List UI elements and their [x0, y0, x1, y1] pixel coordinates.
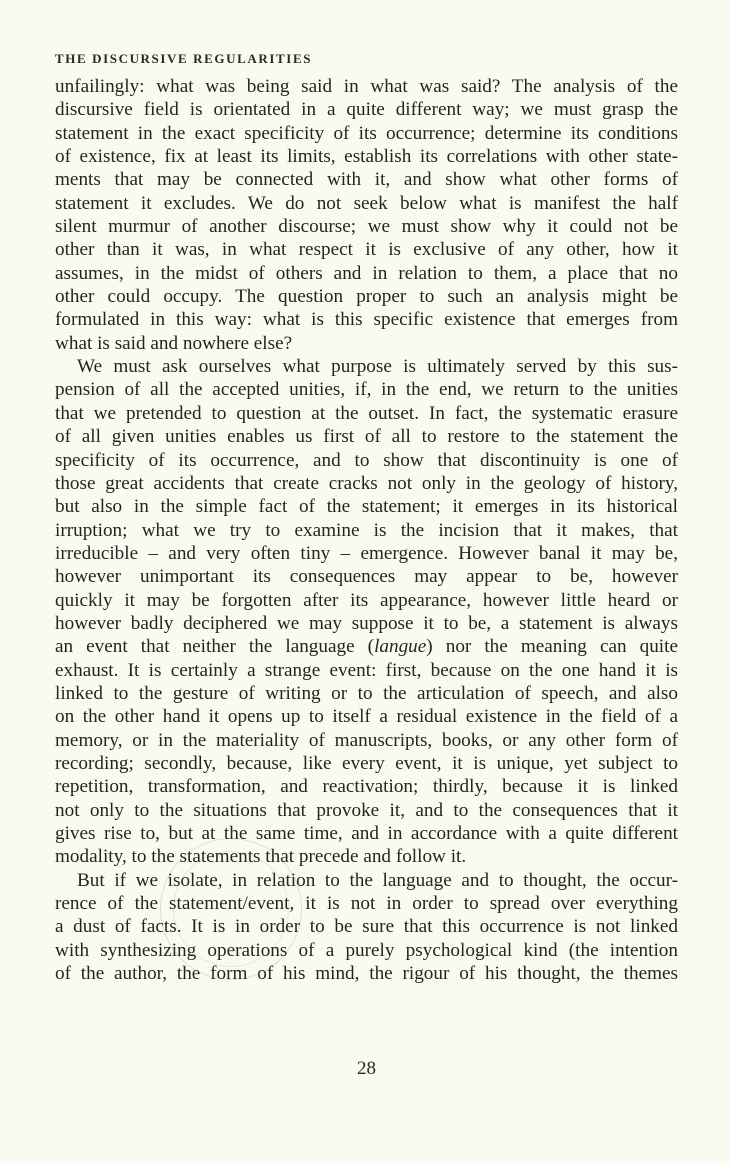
text-line: pension of all the accepted unities, if, in the end, we return to the unities — [55, 379, 678, 401]
text-line: quickly it may be forgotten after its appearance, however little heard or — [55, 589, 678, 611]
text-line: irruption; what we try to examine is the incision that it makes, that — [55, 519, 678, 541]
running-head: THE DISCURSIVE REGULARITIES — [55, 51, 313, 66]
text-line: on the other hand it opens up to itself a residual existence in the field of a — [55, 706, 678, 728]
text-line: with synthesizing operations of a purely psychological kind (the intention — [55, 939, 678, 961]
text-line: formulated in this way: what is this specific existence that emerges from — [55, 309, 678, 331]
text-line: a dust of facts. It is in order to be sure that this occurrence is not linked — [55, 916, 678, 938]
text-line: We must ask ourselves what purpose is ultimately served by this sus- — [77, 356, 678, 378]
text-line: however unimportant its consequences may appear to be, however — [55, 566, 678, 588]
text-line: rence of the statement/event, it is not in order to spread over everything — [55, 893, 678, 915]
text-line: modality, to the statements that precede and follow it. — [55, 846, 467, 868]
text-line: of all given unities enables us first of all to restore to the statement the — [55, 426, 678, 448]
text-line: other than it was, in what respect it is exclusive of any other, how it — [55, 239, 678, 261]
text-line: specificity of its occurrence, and to show that discontinuity is one of — [55, 449, 678, 471]
page-number: 28 — [357, 1058, 376, 1079]
text-line: but also in the simple fact of the statement; it emerges in its historical — [55, 496, 678, 518]
text-line: But if we isolate, in relation to the language and to thought, the occur- — [77, 869, 678, 891]
text-line: recording; secondly, because, like every event, it is unique, yet subject to — [55, 752, 678, 774]
text-line: ments that may be connected with it, and show what other forms of — [55, 169, 678, 191]
text-line: irreducible – and very often tiny – emergence. However banal it may be, — [55, 542, 678, 564]
text-line: those great accidents that create cracks not only in the geology of history, — [55, 472, 678, 494]
body-text — [55, 75, 678, 985]
text-line: what is said and nowhere else? — [55, 332, 293, 354]
text-line: repetition, transformation, and reactivation; thirdly, because it is linked — [55, 776, 678, 798]
text-line: other could occupy. The question proper to such an analysis might be — [55, 286, 678, 308]
text-line: that we pretended to question at the outset. In fact, the systematic erasure — [55, 402, 678, 424]
text-line: of the author, the form of his mind, the rigour of his thought, the themes — [55, 963, 678, 985]
text-line: silent murmur of another discourse; we must show why it could not be — [55, 216, 678, 238]
text-line: statement in the exact specificity of its occurrence; determine its conditions — [55, 122, 678, 144]
text-segment: an event that neither the language ( — [55, 636, 375, 658]
text-line: assumes, in the midst of others and in relation to them, a place that no — [55, 262, 678, 284]
italic-term: langue — [374, 636, 427, 658]
text-line: of existence, fix at least its limits, establish its correlations with other state- — [55, 146, 678, 168]
text-line: memory, or in the materiality of manuscripts, books, or any other form of — [55, 729, 678, 751]
text-line: gives rise to, but at the same time, and in accordance with a quite different — [55, 823, 678, 844]
text-line: exhaust. It is certainly a strange event: first, because on the one hand it is — [55, 659, 678, 681]
text-line: however badly deciphered we may suppose it to be, a statement is always — [55, 612, 678, 634]
text-line: not only to the situations that provoke it, and to the consequences that it — [55, 799, 678, 821]
text-line — [55, 635, 678, 658]
text-line: discursive field is orientated in a quite different way; we must grasp the — [55, 99, 678, 121]
text-line: unfailingly: what was being said in what was said? The analysis of the — [55, 76, 678, 97]
text-line: statement it excludes. We do not seek below what is manifest the half — [55, 192, 678, 214]
text-segment: ) nor the meaning can quite — [426, 636, 678, 658]
text-line: linked to the gesture of writing or to the articulation of speech, and also — [55, 682, 678, 704]
